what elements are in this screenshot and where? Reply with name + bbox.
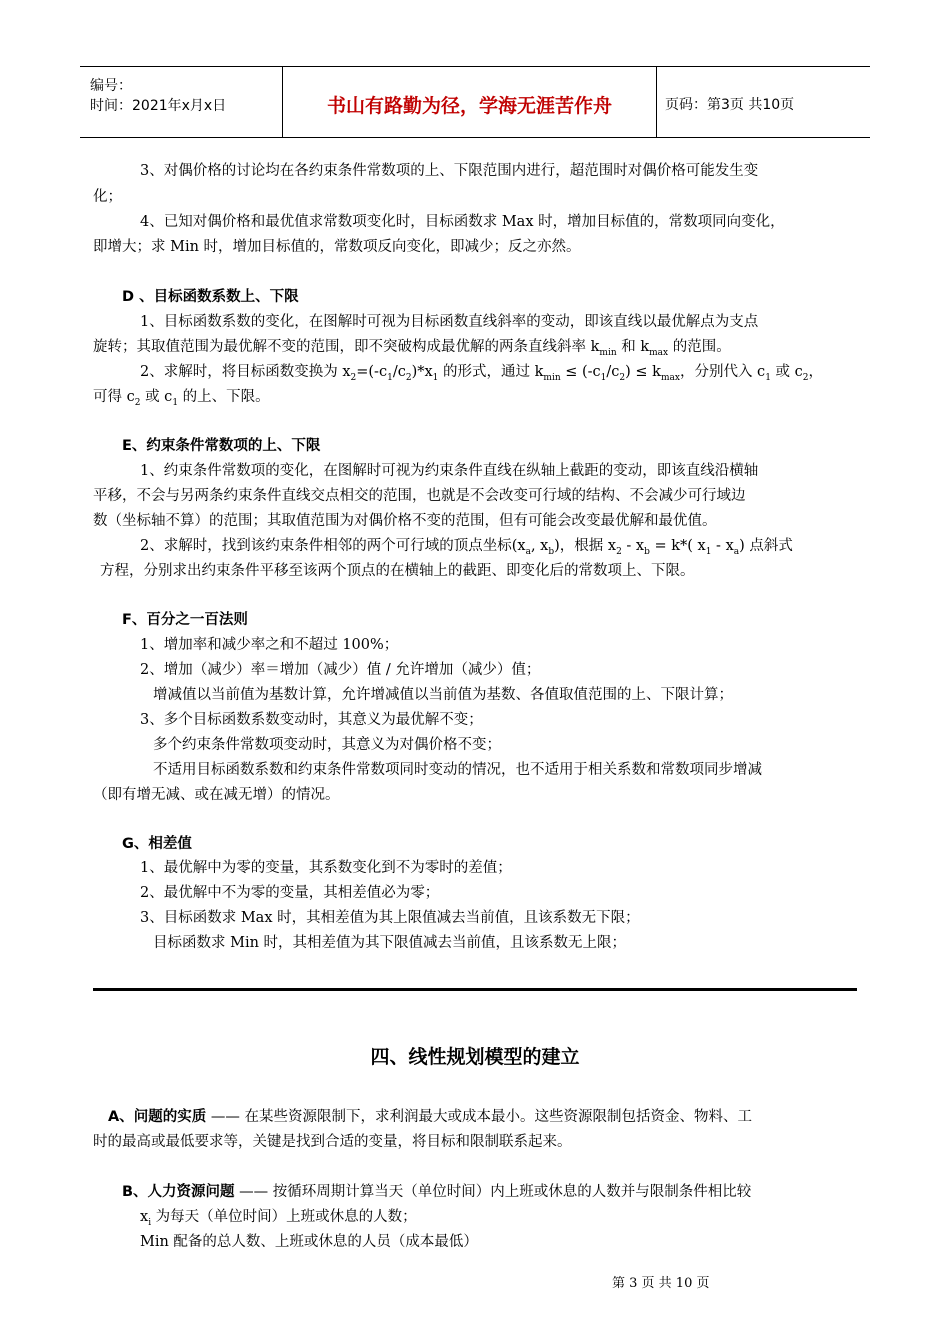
paragraph-line: 化；	[93, 189, 122, 205]
paragraph-line: 1、最优解中为零的变量，其系数变化到不为零时的差值；	[140, 860, 512, 876]
paragraph-line: 2、增加（减少）率＝增加（减少）值 / 允许增加（减少）值；	[140, 662, 541, 678]
number-label: 编号：	[90, 78, 132, 94]
paragraph-line: 3、多个目标函数系数变动时，其意义为最优解不变；	[140, 712, 483, 728]
section-heading-e: E、约束条件常数项的上、下限	[122, 438, 321, 454]
section-heading-f: F、百分之一百法则	[122, 612, 248, 628]
paragraph-line: 3、对偶价格的讨论均在各约束条件常数项的上、下限范围内进行，超范围时对偶价格可能发生变	[140, 163, 759, 179]
paragraph-line: 平移，不会与另两条约束条件直线交点相交的范围，也就是不会改变可行域的结构、不会减少可行域边	[93, 488, 746, 504]
paragraph-line: 增减值以当前值为基数计算，允许增减值以当前值为基数、各值取值范围的上、下限计算；	[153, 687, 733, 703]
paragraph-line: B、人力资源问题 —— 按循环周期计算当天（单位时间）内上班或休息的人数并与限制条件相比较	[122, 1184, 752, 1200]
page-header	[80, 66, 870, 138]
page-footer: 第 3 页 共 10 页	[612, 1276, 710, 1291]
paragraph-line: A、问题的实质 —— 在某些资源限制下，求利润最大或成本最小。这些资源限制包括资金、物料、工	[108, 1109, 752, 1125]
paragraph-line: 2、求解时，将目标函数变换为 $x_2=(-c_1/c_2)*x_1$ 的形式，通过 $k_{min} \le (-c_1/c_2) \le k_{max}$，分别代入 $c_1$ 或 $c_2$，	[140, 364, 823, 383]
header-left-cell	[80, 67, 283, 137]
section-heading-g: G、相差值	[122, 836, 192, 852]
subsection-heading-b: B、人力资源问题	[122, 1184, 235, 1200]
paragraph-line: 4、已知对偶价格和最优值求常数项变化时，目标函数求 Max 时，增加目标值的，常数项同向变化，	[140, 214, 785, 230]
paragraph-line: 数（坐标轴不算）的范围；其取值范围为对偶价格不变的范围，但有可能会改变最优解和最优值。	[93, 513, 717, 529]
paragraph-line: 2、最优解中不为零的变量，其相差值必为零；	[140, 885, 440, 901]
paragraph-line: $x_i$ 为每天（单位时间）上班或休息的人数；	[140, 1209, 417, 1228]
paragraph-line: 多个约束条件常数项变动时，其意义为对偶价格不变；	[153, 737, 501, 753]
paragraph-line: 2、求解时，找到该约束条件相邻的两个可行域的顶点坐标($x_a$, $x_b$)，根据 $x_2 - x_b = k*$( $x_1 - x_a$) 点斜式	[140, 538, 793, 557]
paragraph-line: 不适用目标函数系数和约束条件常数项同时变动的情况，也不适用于相关系数和常数项同步增减	[153, 762, 762, 778]
section-heading-d: D 、目标函数系数上、下限	[122, 289, 299, 305]
paragraph-line: 旋转；其取值范围为最优解不变的范围，即不突破构成最优解的两条直线斜率 $k_{min}$ 和 $k_{max}$ 的范围。	[93, 339, 731, 358]
header-right-cell	[657, 67, 870, 137]
section-title: 四、线性规划模型的建立	[370, 1046, 580, 1068]
paragraph-line: 3、目标函数求 Max 时，其相差值为其上限值减去当前值，且该系数无下限；	[140, 910, 640, 926]
paragraph-line: （即有增无减、或在减无增）的情况。	[93, 787, 340, 803]
paragraph-line: 1、约束条件常数项的变化，在图解时可视为约束条件直线在纵轴上截距的变动，即该直线沿横轴	[140, 463, 759, 479]
motto: 书山有路勤为径，学海无涯苦作舟	[326, 95, 612, 117]
subsection-heading-a: A、问题的实质	[108, 1109, 207, 1125]
paragraph-line: Min 配备的总人数、上班或休息的人员（成本最低）	[140, 1234, 478, 1250]
page-info: 页码：第3页 共10页	[665, 97, 795, 113]
paragraph-line: 可得 $c_2$ 或 $c_1$ 的上、下限。	[93, 389, 270, 408]
paragraph-line: 1、增加率和减少率之和不超过 100%；	[140, 637, 399, 653]
paragraph-line: 方程，分别求出约束条件平移至该两个顶点的在横轴上的截距、即变化后的常数项上、下限。	[100, 563, 695, 579]
paragraph-line: 1、目标函数系数的变化，在图解时可视为目标函数直线斜率的变动，即该直线以最优解点为支点	[140, 314, 759, 330]
time-label: 时间：2021年x月x日	[90, 98, 227, 114]
paragraph-line: 时的最高或最低要求等，关键是找到合适的变量，将目标和限制联系起来。	[93, 1134, 572, 1150]
paragraph-line: 目标函数求 Min 时，其相差值为其下限值减去当前值，且该系数无上限；	[153, 935, 627, 951]
paragraph-line: 即增大；求 Min 时，增加目标值的，常数项反向变化，即减少；反之亦然。	[93, 239, 581, 255]
header-mid-cell	[283, 67, 657, 137]
horizontal-rule	[93, 988, 857, 991]
